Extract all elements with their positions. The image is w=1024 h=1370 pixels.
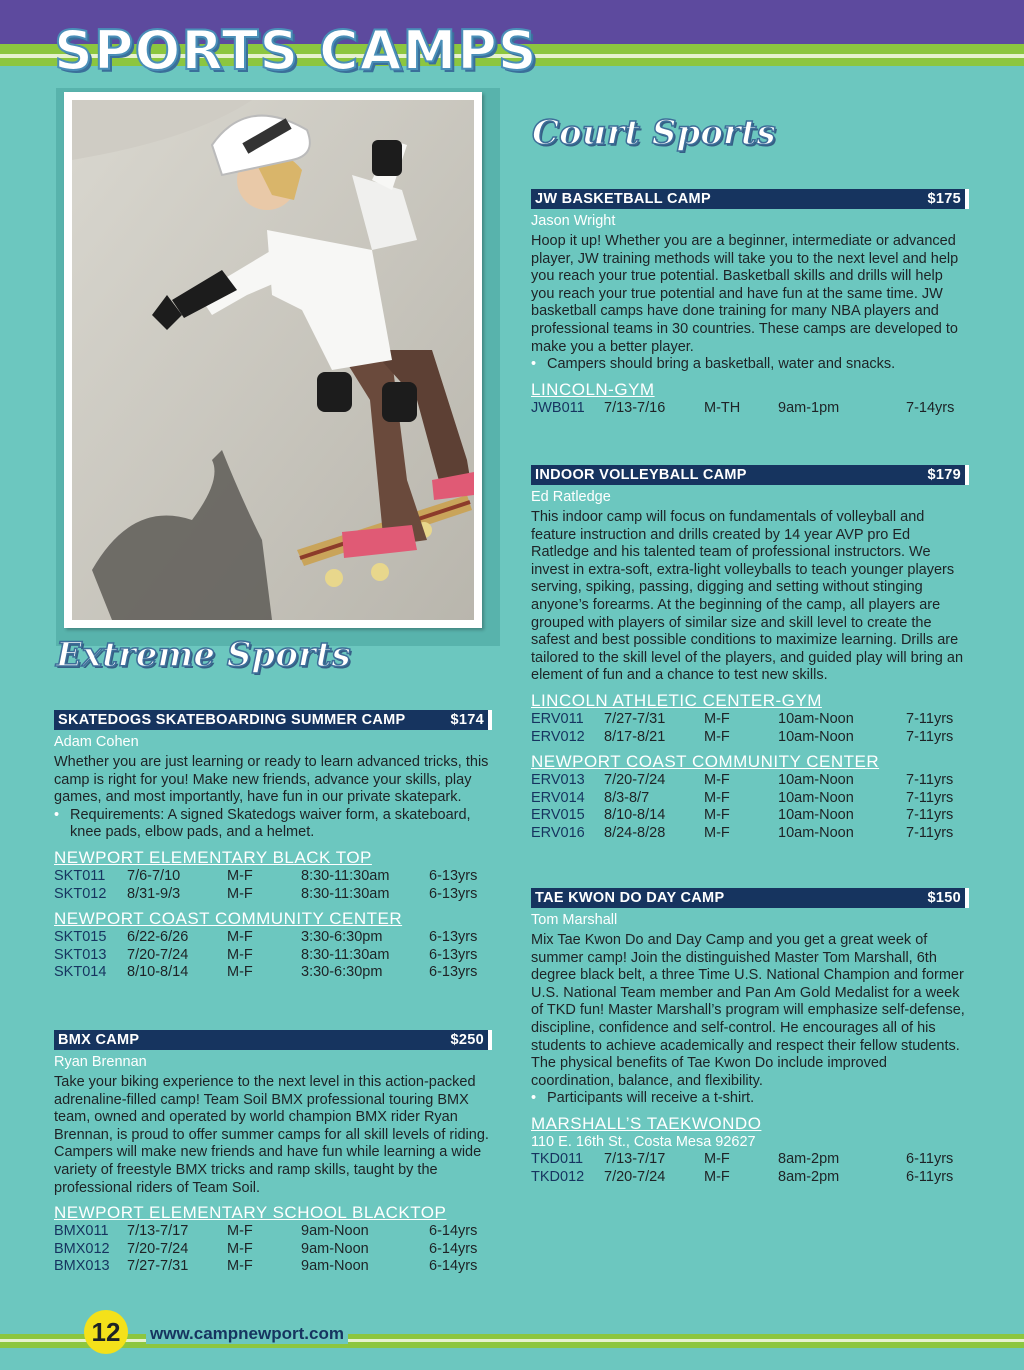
session-dates: 6/22-6/26 bbox=[127, 929, 189, 946]
session-dates: 7/6-7/10 bbox=[127, 867, 181, 884]
bullet-icon: • bbox=[531, 1090, 537, 1107]
session-code[interactable]: SKT013 bbox=[54, 946, 107, 963]
session-time: 10am-Noon bbox=[778, 789, 854, 806]
camp-name: JW BASKETBALL CAMP bbox=[535, 191, 711, 207]
camp-header bbox=[531, 465, 969, 485]
session-time: 10am-Noon bbox=[778, 710, 854, 727]
session-row bbox=[531, 400, 969, 418]
camp-volleyball bbox=[531, 465, 969, 843]
camp-price: $175 bbox=[927, 191, 961, 207]
session-time: 10am-Noon bbox=[778, 728, 854, 745]
location-link[interactable]: NEWPORT ELEMENTARY SCHOOL BLACKTOP bbox=[54, 1203, 447, 1223]
session-days: M-F bbox=[227, 946, 253, 963]
session-dates: 8/17-8/21 bbox=[604, 728, 666, 745]
session-code[interactable]: ERV016 bbox=[531, 824, 585, 841]
session-days: M-F bbox=[227, 929, 253, 946]
session-time: 8:30-11:30am bbox=[301, 946, 390, 963]
location-link[interactable]: NEWPORT COAST COMMUNITY CENTER bbox=[54, 909, 403, 929]
camp-instructor: Adam Cohen bbox=[54, 734, 139, 750]
session-time: 8am-2pm bbox=[778, 1168, 840, 1185]
session-dates: 8/3-8/7 bbox=[604, 789, 650, 806]
session-ages: 6-11yrs bbox=[906, 1150, 954, 1167]
camp-header bbox=[531, 189, 969, 209]
session-ages: 7-11yrs bbox=[906, 789, 954, 806]
session-row bbox=[531, 772, 969, 790]
camp-price: $250 bbox=[450, 1032, 484, 1048]
camp-name: TAE KWON DO DAY CAMP bbox=[535, 890, 725, 906]
session-dates: 7/20-7/24 bbox=[604, 772, 666, 789]
session-time: 9am-Noon bbox=[301, 1240, 369, 1257]
page-title: SPORTS CAMPS bbox=[54, 19, 538, 82]
session-code[interactable]: ERV013 bbox=[531, 772, 585, 789]
camp-name: BMX CAMP bbox=[58, 1032, 140, 1048]
camp-instructor: Ryan Brennan bbox=[54, 1054, 147, 1070]
session-ages: 7-14yrs bbox=[906, 399, 955, 416]
location-link[interactable]: LINCOLN-GYM bbox=[531, 379, 655, 399]
camp-description: Mix Tae Kwon Do and Day Camp and you get a great week of summer camp! Join the distinguished Master Tom Marshall, 6th degree black belt, a three Time U.S. National Champion and former U.S. National Team member and Pan Am Gold Medalist for a week of TKD fun! Master Marshall’s program will emphasize self-defense, discipline, confidence and self-control. He encourages all of his students to achieve academically and respect their fellow students. The physical benefits of Tae Kwon Do include improved coordination, balance, and flexibility. bbox=[531, 932, 965, 1089]
camp-taekwondo bbox=[531, 888, 969, 1186]
session-dates: 7/27-7/31 bbox=[604, 710, 666, 727]
camp-bullet bbox=[54, 807, 492, 842]
camp-instructor: Ed Ratledge bbox=[531, 489, 611, 505]
session-row bbox=[531, 807, 969, 825]
session-dates: 7/13-7/16 bbox=[604, 399, 666, 416]
session-time: 3:30-6:30pm bbox=[301, 964, 383, 981]
session-time: 10am-Noon bbox=[778, 807, 854, 824]
camp-bmx bbox=[54, 1030, 492, 1276]
camp-description: Take your biking experience to the next level in this action-packed adrenaline-filled camp! Team Soil BMX professional touring BMX team, owned and operated by world champion BMX rider Ryan Brennan, is proud to offer summer camps for all skill levels of riding. Campers will make new friends and have fun while learning a wide variety of freestyle BMX tricks and ramp skills, taught by the professional riders of Team Soil. bbox=[54, 1074, 489, 1196]
session-ages: 7-11yrs bbox=[906, 772, 954, 789]
camp-price: $179 bbox=[927, 467, 961, 483]
session-row bbox=[531, 825, 969, 843]
session-ages: 7-11yrs bbox=[906, 807, 954, 824]
session-code[interactable]: TKD012 bbox=[531, 1168, 585, 1185]
session-row bbox=[531, 729, 969, 747]
page-number: 12 bbox=[84, 1310, 128, 1354]
camp-instructor: Jason Wright bbox=[531, 213, 616, 229]
session-row bbox=[54, 1223, 492, 1241]
session-code[interactable]: SKT011 bbox=[54, 867, 106, 884]
session-row bbox=[531, 790, 969, 808]
session-code[interactable]: SKT014 bbox=[54, 964, 107, 981]
session-days: M-F bbox=[227, 867, 253, 884]
session-ages: 6-14yrs bbox=[429, 1223, 478, 1240]
session-time: 9am-Noon bbox=[301, 1223, 369, 1240]
session-dates: 7/20-7/24 bbox=[127, 946, 189, 963]
photo-frame bbox=[56, 88, 500, 646]
session-code[interactable]: SKT015 bbox=[54, 929, 107, 946]
session-ages: 7-11yrs bbox=[906, 728, 954, 745]
camp-description: Hoop it up! Whether you are a beginner, intermediate or advanced player, JW training methods will take you to the next level and help you reach your true potential. Basketball skills and drills will help you reach your true potential and have fun at the same time. JW basketball camps have done training for many NBA players and professional teams in 30 countries. These camps are developed to make you a better player. bbox=[531, 233, 959, 355]
court-sports-heading: Court Sports bbox=[532, 113, 776, 153]
skateboarder-photo bbox=[64, 92, 482, 628]
bullet-text: Campers should bring a basketball, water and snacks. bbox=[547, 356, 896, 373]
session-code[interactable]: ERV012 bbox=[531, 728, 585, 745]
session-row bbox=[531, 1169, 969, 1187]
session-ages: 6-13yrs bbox=[429, 885, 478, 902]
session-row bbox=[531, 711, 969, 729]
session-code[interactable]: JWB011 bbox=[531, 399, 585, 416]
camp-bullet bbox=[531, 1090, 969, 1108]
session-ages: 6-13yrs bbox=[429, 929, 478, 946]
session-dates: 7/27-7/31 bbox=[127, 1258, 189, 1275]
session-days: M-F bbox=[227, 1223, 253, 1240]
camp-header bbox=[54, 710, 492, 730]
session-code[interactable]: BMX011 bbox=[54, 1223, 109, 1240]
location-link[interactable]: LINCOLN ATHLETIC CENTER-GYM bbox=[531, 690, 822, 710]
session-code[interactable]: BMX012 bbox=[54, 1240, 110, 1257]
camp-name: SKATEDOGS SKATEBOARDING SUMMER CAMP bbox=[58, 712, 406, 728]
session-dates: 8/24-8/28 bbox=[604, 824, 666, 841]
session-days: M-F bbox=[227, 885, 253, 902]
session-ages: 6-13yrs bbox=[429, 964, 478, 981]
session-ages: 6-13yrs bbox=[429, 867, 478, 884]
session-dates: 7/13-7/17 bbox=[127, 1223, 189, 1240]
session-days: M-F bbox=[227, 1258, 253, 1275]
camp-header bbox=[54, 1030, 492, 1050]
location-link[interactable]: MARSHALL’S TAEKWONDO bbox=[531, 1113, 762, 1133]
session-days: M-F bbox=[704, 728, 730, 745]
session-days: M-TH bbox=[704, 399, 741, 416]
session-ages: 6-14yrs bbox=[429, 1258, 478, 1275]
session-time: 3:30-6:30pm bbox=[301, 929, 383, 946]
camp-price: $174 bbox=[450, 712, 484, 728]
camp-basketball bbox=[531, 189, 969, 417]
session-row bbox=[531, 1151, 969, 1169]
camp-header bbox=[531, 888, 969, 908]
session-code[interactable]: ERV014 bbox=[531, 789, 585, 806]
bullet-text: Participants will receive a t-shirt. bbox=[547, 1090, 755, 1107]
session-dates: 7/13-7/17 bbox=[604, 1150, 666, 1167]
session-row bbox=[54, 1258, 492, 1276]
session-time: 9am-Noon bbox=[301, 1258, 369, 1275]
session-ages: 7-11yrs bbox=[906, 824, 954, 841]
session-days: M-F bbox=[704, 824, 730, 841]
session-dates: 7/20-7/24 bbox=[127, 1240, 189, 1257]
location-link[interactable]: NEWPORT ELEMENTARY BLACK TOP bbox=[54, 847, 372, 867]
session-time: 8:30-11:30am bbox=[301, 885, 390, 902]
session-ages: 6-11yrs bbox=[906, 1168, 954, 1185]
session-code[interactable]: ERV015 bbox=[531, 807, 585, 824]
session-days: M-F bbox=[704, 1150, 730, 1167]
camp-name: INDOOR VOLLEYBALL CAMP bbox=[535, 467, 747, 483]
session-time: 10am-Noon bbox=[778, 772, 854, 789]
session-time: 8:30-11:30am bbox=[301, 867, 390, 884]
session-row bbox=[54, 1241, 492, 1259]
skateboarder-illustration bbox=[72, 100, 474, 620]
session-row bbox=[54, 868, 492, 886]
camp-skatedogs bbox=[54, 710, 492, 982]
session-code[interactable]: TKD011 bbox=[531, 1150, 584, 1167]
camp-price: $150 bbox=[927, 890, 961, 906]
session-dates: 7/20-7/24 bbox=[604, 1168, 666, 1185]
session-row bbox=[54, 886, 492, 904]
session-days: M-F bbox=[227, 1240, 253, 1257]
session-dates: 8/31-9/3 bbox=[127, 885, 181, 902]
session-code[interactable]: ERV011 bbox=[531, 710, 584, 727]
session-row bbox=[54, 929, 492, 947]
session-row bbox=[54, 947, 492, 965]
session-code[interactable]: BMX013 bbox=[54, 1258, 110, 1275]
session-time: 10am-Noon bbox=[778, 824, 854, 841]
bullet-icon: • bbox=[54, 806, 60, 823]
camp-instructor: Tom Marshall bbox=[531, 912, 618, 928]
bullet-text: Requirements: A signed Skatedogs waiver form, a skateboard, knee pads, elbow pads, and a helmet. bbox=[70, 806, 471, 841]
camp-description: This indoor camp will focus on fundamentals of volleyball and feature instruction and drills created by 14 year AVP pro Ed Ratledge and his talented team of professional instructors. We invest in extra-soft, extra-light volleyballs to teach younger players serving, spiking, passing, digging and setting without stinging anyone’s forearms. At the beginning of the camp, all players are grouped with players of similar size and skill level to create the safest and best possible conditions to maximize learning. Drills are tailored to the skill level of the players, and guided play will bring an element of fun and a chance to test new skills. bbox=[531, 509, 964, 684]
extreme-sports-heading: Extreme Sports bbox=[56, 635, 351, 675]
session-time: 9am-1pm bbox=[778, 399, 840, 416]
session-days: M-F bbox=[704, 710, 730, 727]
camp-bullet bbox=[531, 356, 969, 374]
session-ages: 7-11yrs bbox=[906, 710, 954, 727]
session-row bbox=[54, 964, 492, 982]
camp-description: Whether you are just learning or ready to learn advanced tricks, this camp is right for you! Make new friends, advance your skills, play games, and most importantly, have fun in our private skatepark. bbox=[54, 754, 489, 806]
website-link[interactable]: www.campnewport.com bbox=[146, 1324, 348, 1344]
session-days: M-F bbox=[227, 964, 253, 981]
session-code[interactable]: SKT012 bbox=[54, 885, 107, 902]
session-days: M-F bbox=[704, 807, 730, 824]
bullet-icon: • bbox=[531, 356, 537, 373]
session-days: M-F bbox=[704, 1168, 730, 1185]
session-dates: 8/10-8/14 bbox=[127, 964, 189, 981]
session-time: 8am-2pm bbox=[778, 1150, 840, 1167]
session-dates: 8/10-8/14 bbox=[604, 807, 666, 824]
location-address: 110 E. 16th St., Costa Mesa 92627 bbox=[531, 1133, 756, 1150]
session-ages: 6-14yrs bbox=[429, 1240, 478, 1257]
location-link[interactable]: NEWPORT COAST COMMUNITY CENTER bbox=[531, 752, 880, 772]
session-days: M-F bbox=[704, 789, 730, 806]
session-ages: 6-13yrs bbox=[429, 946, 478, 963]
session-days: M-F bbox=[704, 772, 730, 789]
